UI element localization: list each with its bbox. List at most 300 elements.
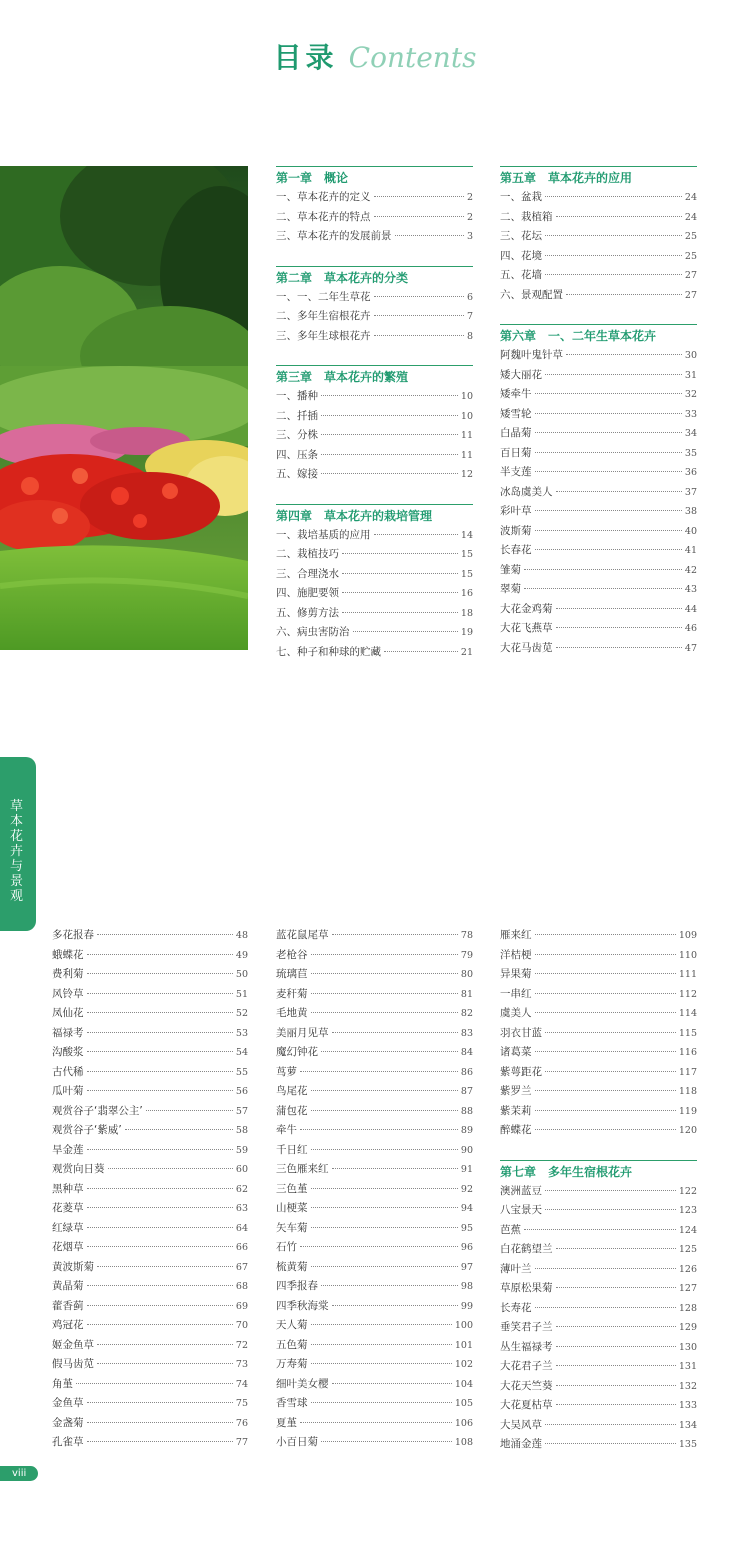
toc-entry-page: 35	[684, 447, 697, 459]
toc-entry-label: 二、扦插	[276, 409, 318, 422]
toc-entry-label: 石竹	[276, 1241, 297, 1253]
page-number: viii	[12, 1468, 27, 1479]
toc-entry	[500, 640, 697, 660]
toc-entry-page: 90	[460, 1144, 473, 1156]
toc-entry	[276, 1337, 473, 1357]
toc-entry-label: 澳洲蓝豆	[500, 1184, 542, 1197]
page-number-badge	[0, 1466, 38, 1481]
leader-dots	[353, 631, 458, 632]
toc-entry	[500, 581, 697, 601]
toc-entry	[276, 388, 473, 408]
leader-dots	[87, 1441, 233, 1442]
toc-entry	[500, 986, 697, 1006]
toc-entry	[276, 605, 473, 625]
toc-entry-label: 蛾蝶花	[52, 948, 84, 961]
toc-entry	[276, 1122, 473, 1142]
leader-dots	[311, 1324, 452, 1325]
leader-dots	[545, 1443, 676, 1444]
toc-entry	[52, 1161, 248, 1181]
toc-entry-page: 16	[460, 588, 473, 599]
leader-dots	[556, 216, 682, 217]
leader-dots	[556, 491, 682, 492]
leader-dots	[300, 1129, 458, 1130]
toc-entry-label: 观赏向日葵	[52, 1163, 105, 1175]
leader-dots	[108, 1168, 233, 1169]
toc-entry	[276, 1259, 473, 1279]
toc-entry	[276, 624, 473, 644]
toc-entry	[52, 1083, 248, 1103]
toc-entry-page: 68	[235, 1281, 248, 1292]
toc-entry	[52, 1122, 248, 1142]
toc-entry-label: 地涌金莲	[500, 1438, 542, 1450]
toc-entry-page: 86	[460, 1066, 473, 1078]
toc-entry	[52, 1317, 248, 1337]
toc-entry-page: 79	[460, 949, 473, 961]
toc-entry-label: 蓝花鼠尾草	[276, 929, 329, 941]
leader-dots	[311, 1188, 458, 1189]
title-chinese: 目录	[273, 41, 338, 74]
leader-dots	[535, 1051, 676, 1052]
toc-entry-page: 31	[684, 369, 697, 381]
toc-entry	[52, 1337, 248, 1357]
toc-entry-page: 62	[235, 1183, 248, 1195]
toc-entry-label: 姬金鱼草	[52, 1338, 94, 1351]
leader-dots	[535, 530, 682, 531]
toc-entry	[276, 1200, 473, 1220]
toc-entry-page: 21	[460, 646, 473, 658]
toc-entry	[500, 1103, 697, 1123]
toc-entry	[500, 1025, 697, 1045]
toc-entry	[52, 1298, 248, 1318]
toc-entry-page: 92	[460, 1183, 473, 1195]
section-gap	[276, 347, 473, 365]
leader-dots	[311, 1090, 458, 1091]
toc-column-lower-1	[52, 927, 248, 1454]
leader-dots	[566, 294, 682, 295]
toc-entry	[276, 308, 473, 328]
toc-entry-label: 紫茉莉	[500, 1104, 532, 1117]
toc-entry-label: 四季报春	[276, 1280, 318, 1292]
toc-entry-label: 千日红	[276, 1143, 308, 1156]
toc-entry-page: 134	[678, 1419, 697, 1431]
toc-entry-label: 四、压条	[276, 448, 318, 461]
toc-entry	[276, 1415, 473, 1435]
toc-entry-label: 阿魏叶鬼针草	[500, 349, 563, 361]
toc-entry-label: 孔雀草	[52, 1436, 84, 1448]
leader-dots	[87, 1227, 233, 1228]
toc-entry-label: 大花夏枯草	[500, 1399, 553, 1411]
leader-dots	[535, 1110, 676, 1111]
toc-entry-label: 矢车菊	[276, 1221, 308, 1234]
leader-dots	[97, 934, 233, 935]
leader-dots	[384, 651, 458, 652]
chapter-heading: 第四章 草本花卉的栽培管理	[276, 504, 473, 526]
leader-dots	[311, 1266, 458, 1267]
leader-dots	[545, 1032, 676, 1033]
toc-entry-page: 95	[460, 1222, 473, 1234]
toc-entry	[500, 1397, 697, 1417]
leader-dots	[87, 1051, 233, 1052]
leader-dots	[87, 973, 233, 974]
toc-entry	[52, 1376, 248, 1396]
toc-entry-label: 二、栽植技巧	[276, 548, 339, 560]
toc-entry-label: 费利菊	[52, 968, 84, 980]
toc-entry-label: 百日菊	[500, 446, 532, 459]
toc-entry-page: 80	[460, 969, 473, 980]
toc-entry-page: 8	[466, 330, 473, 342]
toc-entry-label: 五、花墙	[500, 269, 542, 281]
toc-entry-label: 黄晶菊	[52, 1280, 84, 1292]
leader-dots	[87, 1090, 233, 1091]
toc-entry-page: 18	[460, 607, 473, 619]
toc-entry-label: 矮牵牛	[500, 388, 532, 400]
leader-dots	[556, 1404, 676, 1405]
toc-entry-label: 琉璃苣	[276, 968, 308, 980]
toc-entry-page: 25	[684, 250, 697, 262]
toc-entry-page: 75	[235, 1398, 248, 1409]
leader-dots	[76, 1383, 233, 1384]
toc-entry-page: 54	[235, 1047, 248, 1058]
toc-entry-label: 大花君子兰	[500, 1360, 553, 1372]
leader-dots	[545, 1071, 676, 1072]
leader-dots	[535, 471, 682, 472]
toc-entry	[500, 386, 697, 406]
leader-dots	[535, 993, 676, 994]
toc-entry-label: 翠菊	[500, 583, 521, 595]
toc-entry-page: 36	[684, 467, 697, 478]
leader-dots	[311, 1363, 452, 1364]
leader-dots	[87, 1149, 233, 1150]
toc-entry-label: 大花马齿苋	[500, 641, 553, 654]
section-gap	[500, 1142, 697, 1160]
toc-entry-label: 洋桔梗	[500, 948, 532, 961]
toc-entry-page: 84	[460, 1047, 473, 1058]
toc-entry	[276, 189, 473, 209]
leader-dots	[332, 1032, 458, 1033]
leader-dots	[395, 235, 464, 236]
toc-entry-page: 82	[460, 1008, 473, 1019]
leader-dots	[374, 296, 464, 297]
chapter-heading: 第一章 概论	[276, 166, 473, 188]
toc-entry	[276, 328, 473, 348]
toc-entry	[276, 1181, 473, 1201]
toc-entry	[500, 1005, 697, 1025]
toc-entry-page: 127	[678, 1283, 697, 1294]
toc-entry-label: 风铃草	[52, 987, 84, 1000]
toc-entry-label: 万寿菊	[276, 1358, 308, 1370]
leader-dots	[342, 573, 458, 574]
toc-entry-label: 紫罗兰	[500, 1085, 532, 1097]
toc-entry-page: 118	[678, 1086, 697, 1097]
toc-entry-label: 凤仙花	[52, 1007, 84, 1019]
toc-entry	[52, 966, 248, 986]
toc-entry	[276, 986, 473, 1006]
toc-entry	[276, 1142, 473, 1162]
toc-entry	[500, 1261, 697, 1281]
toc-entry-page: 19	[460, 627, 473, 638]
leader-dots	[97, 1363, 233, 1364]
toc-entry-page: 99	[460, 1300, 473, 1312]
leader-dots	[566, 354, 682, 355]
toc-entry-label: 大花金鸡菊	[500, 602, 553, 615]
toc-entry-label: 六、景观配置	[500, 288, 563, 301]
section-gap	[500, 306, 697, 324]
toc-entry-page: 15	[460, 549, 473, 560]
leader-dots	[311, 1402, 452, 1403]
toc-entry-page: 81	[460, 988, 473, 1000]
leader-dots	[321, 473, 458, 474]
toc-entry	[500, 1202, 697, 1222]
leader-dots	[321, 1051, 458, 1052]
toc-entry-page: 30	[684, 350, 697, 361]
toc-entry	[500, 523, 697, 543]
toc-entry-label: 古代稀	[52, 1065, 84, 1078]
toc-entry-page: 34	[684, 428, 697, 439]
toc-entry-page: 6	[466, 291, 473, 303]
toc-entry	[276, 228, 473, 248]
leader-dots	[374, 335, 464, 336]
toc-entry-page: 104	[454, 1378, 473, 1390]
toc-entry-page: 52	[235, 1008, 248, 1019]
leader-dots	[87, 1012, 233, 1013]
toc-entry-page: 57	[235, 1105, 248, 1117]
leader-dots	[535, 934, 676, 935]
leader-dots	[87, 1324, 233, 1325]
toc-entry-page: 83	[460, 1027, 473, 1039]
toc-entry	[276, 1161, 473, 1181]
chapter-heading: 第六章 一、二年生草本花卉	[500, 324, 697, 346]
leader-dots	[87, 1422, 233, 1423]
toc-entry-label: 一、播种	[276, 390, 318, 402]
toc-entry-label: 小百日菊	[276, 1436, 318, 1448]
leader-dots	[87, 1071, 233, 1072]
toc-entry	[52, 1220, 248, 1240]
leader-dots	[332, 1305, 458, 1306]
toc-entry	[500, 1222, 697, 1242]
toc-entry-page: 56	[235, 1086, 248, 1097]
toc-entry	[500, 1319, 697, 1339]
leader-dots	[311, 954, 458, 955]
toc-entry	[500, 966, 697, 986]
toc-entry-label: 二、多年生宿根花卉	[276, 310, 371, 322]
leader-dots	[535, 973, 676, 974]
toc-entry-label: 八宝景天	[500, 1204, 542, 1216]
toc-entry	[500, 1436, 697, 1456]
toc-entry	[500, 1083, 697, 1103]
toc-entry-page: 10	[460, 410, 473, 422]
toc-entry-label: 多花报春	[52, 929, 94, 941]
toc-entry-label: 矮大丽花	[500, 368, 542, 381]
toc-entry-page: 115	[678, 1027, 697, 1039]
toc-entry-page: 88	[460, 1105, 473, 1117]
toc-entry-label: 鸟尾花	[276, 1085, 308, 1097]
leader-dots	[125, 1129, 233, 1130]
toc-entry	[52, 1025, 248, 1045]
leader-dots	[300, 1422, 452, 1423]
toc-entry-label: 七、种子和种球的贮藏	[276, 645, 381, 658]
toc-entry-page: 47	[684, 642, 697, 654]
toc-entry	[500, 189, 697, 209]
toc-entry-label: 白晶菊	[500, 427, 532, 439]
toc-entry-page: 7	[466, 311, 473, 322]
toc-entry	[52, 947, 248, 967]
toc-entry-label: 芭蕉	[500, 1223, 521, 1236]
toc-entry-label: 四、花境	[500, 249, 542, 262]
toc-entry-label: 白花鹤望兰	[500, 1243, 553, 1255]
toc-entry-label: 三、合理浇水	[276, 567, 339, 580]
leader-dots	[321, 1285, 458, 1286]
toc-entry-label: 二、栽植箱	[500, 210, 553, 223]
leader-dots	[535, 1090, 676, 1091]
toc-entry-label: 一、一、二年生草花	[276, 290, 371, 303]
toc-entry-label: 观赏谷子‘翡翠公主’	[52, 1104, 143, 1117]
toc-entry-label: 福禄考	[52, 1026, 84, 1039]
toc-entry-label: 鸡冠花	[52, 1319, 84, 1331]
toc-entry	[500, 620, 697, 640]
toc-entry-label: 藿香蓟	[52, 1299, 84, 1312]
chapter-heading: 第三章 草本花卉的繁殖	[276, 365, 473, 387]
toc-entry-page: 33	[684, 408, 697, 420]
toc-entry-page: 38	[684, 506, 697, 517]
toc-entry-label: 半支莲	[500, 466, 532, 478]
toc-entry	[276, 1239, 473, 1259]
page-title	[0, 36, 750, 76]
toc-entry-label: 四季秋海棠	[276, 1299, 329, 1312]
leader-dots	[545, 1190, 676, 1191]
toc-entry	[52, 1200, 248, 1220]
toc-entry-page: 10	[460, 391, 473, 402]
toc-entry	[52, 1278, 248, 1298]
toc-entry	[500, 927, 697, 947]
toc-entry-page: 123	[678, 1205, 697, 1216]
leader-dots	[321, 454, 458, 455]
toc-entry	[276, 1317, 473, 1337]
toc-entry	[52, 1395, 248, 1415]
toc-entry	[276, 527, 473, 547]
toc-entry-page: 133	[678, 1400, 697, 1411]
toc-entry-label: 牵牛	[276, 1124, 297, 1136]
toc-entry-page: 73	[235, 1359, 248, 1370]
toc-entry-label: 红绿草	[52, 1221, 84, 1234]
toc-entry	[276, 408, 473, 428]
toc-entry-page: 117	[678, 1066, 697, 1078]
toc-entry	[500, 601, 697, 621]
toc-entry-page: 64	[235, 1222, 248, 1234]
toc-entry-label: 一、栽培基质的应用	[276, 528, 371, 541]
leader-dots	[535, 1268, 676, 1269]
leader-dots	[311, 1110, 458, 1111]
toc-entry	[52, 1434, 248, 1454]
toc-entry-page: 50	[235, 969, 248, 980]
leader-dots	[535, 954, 676, 955]
toc-entry-page: 70	[235, 1320, 248, 1331]
toc-entry-label: 长春花	[500, 544, 532, 556]
toc-entry-page: 87	[460, 1086, 473, 1097]
toc-entry	[276, 1395, 473, 1415]
toc-entry-page: 101	[454, 1339, 473, 1351]
leader-dots	[87, 1305, 233, 1306]
toc-entry-label: 假马齿苋	[52, 1358, 94, 1370]
leader-dots	[342, 592, 458, 593]
toc-entry	[276, 566, 473, 586]
toc-entry	[276, 289, 473, 309]
toc-entry-label: 长寿花	[500, 1301, 532, 1314]
leader-dots	[97, 1266, 233, 1267]
toc-entry-label: 大吴风草	[500, 1418, 542, 1431]
leader-dots	[535, 1012, 676, 1013]
toc-entry-label: 彩叶草	[500, 505, 532, 517]
toc-entry	[500, 1064, 697, 1084]
toc-entry-page: 108	[454, 1437, 473, 1448]
toc-entry	[276, 585, 473, 605]
leader-dots	[374, 216, 464, 217]
toc-entry-label: 大花飞燕草	[500, 622, 553, 634]
toc-entry-page: 14	[460, 529, 473, 541]
toc-entry	[500, 248, 697, 268]
leader-dots	[524, 588, 682, 589]
toc-entry	[52, 1415, 248, 1435]
toc-entry	[52, 1142, 248, 1162]
leader-dots	[535, 549, 682, 550]
toc-entry	[52, 1181, 248, 1201]
toc-entry-page: 112	[678, 988, 697, 1000]
toc-entry	[52, 986, 248, 1006]
leader-dots	[332, 934, 458, 935]
leader-dots	[524, 1229, 676, 1230]
leader-dots	[374, 534, 458, 535]
toc-entry-label: 毛地黄	[276, 1007, 308, 1019]
toc-entry	[500, 367, 697, 387]
leader-dots	[321, 1441, 452, 1442]
toc-entry	[276, 1220, 473, 1240]
toc-entry	[52, 927, 248, 947]
toc-entry-page: 91	[460, 1164, 473, 1175]
leader-dots	[311, 973, 458, 974]
toc-entry	[500, 542, 697, 562]
toc-entry-page: 48	[235, 930, 248, 941]
toc-entry-page: 67	[235, 1261, 248, 1273]
section-side-tab	[0, 757, 36, 931]
toc-entry-label: 三、分株	[276, 429, 318, 441]
toc-entry-label: 角堇	[52, 1377, 73, 1390]
toc-entry-label: 虞美人	[500, 1007, 532, 1019]
leader-dots	[545, 1424, 676, 1425]
toc-entry	[276, 1064, 473, 1084]
toc-entry-page: 132	[678, 1380, 697, 1392]
leader-dots	[535, 393, 682, 394]
toc-entry	[276, 209, 473, 229]
toc-entry	[276, 1044, 473, 1064]
chapter-heading: 第五章 草本花卉的应用	[500, 166, 697, 188]
toc-entry-label: 麦秆菊	[276, 987, 308, 1000]
toc-entry-page: 94	[460, 1203, 473, 1214]
toc-entry-page: 96	[460, 1242, 473, 1253]
toc-entry-page: 110	[678, 949, 697, 961]
toc-entry-page: 122	[678, 1185, 697, 1197]
toc-entry	[500, 1358, 697, 1378]
toc-entry-label: 老枪谷	[276, 948, 308, 961]
toc-entry-page: 74	[235, 1378, 248, 1390]
toc-entry-page: 2	[466, 192, 473, 203]
toc-entry-label: 大花天竺葵	[500, 1379, 553, 1392]
leader-dots	[300, 1246, 458, 1247]
toc-entry	[500, 287, 697, 307]
leader-dots	[556, 1287, 676, 1288]
toc-entry-page: 72	[235, 1339, 248, 1351]
toc-entry	[276, 966, 473, 986]
toc-entry-label: 草原松果菊	[500, 1282, 553, 1294]
leader-dots	[332, 1383, 452, 1384]
